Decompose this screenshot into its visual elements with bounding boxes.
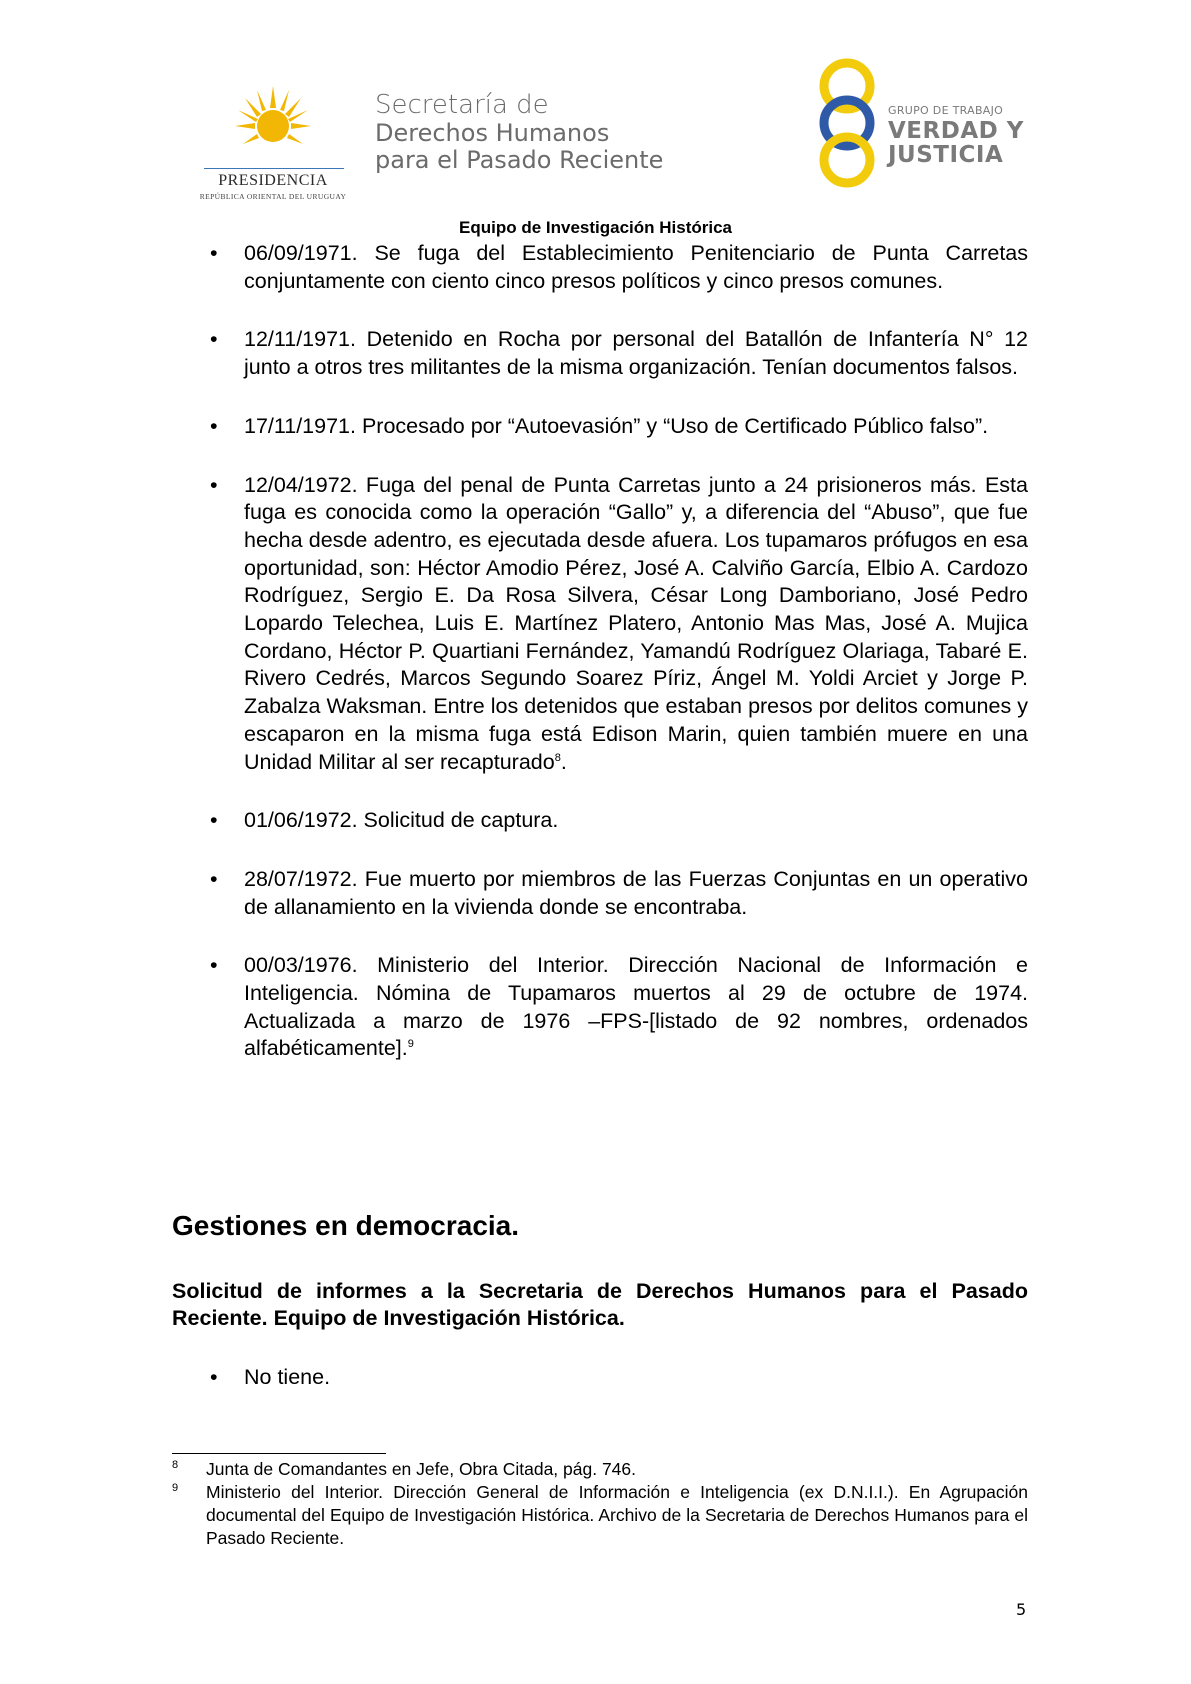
footnote-ref-8[interactable]: 8 bbox=[554, 751, 561, 764]
rings-icon bbox=[812, 58, 882, 188]
bullet-icon: • bbox=[210, 953, 218, 978]
list-item-text: 17/11/1971. Procesado por “Autoevasión” y “Uso de Certificado Público falso”. bbox=[244, 413, 989, 438]
bullet-icon: • bbox=[210, 1365, 218, 1389]
list-item bbox=[172, 472, 1028, 777]
section-list bbox=[172, 1364, 1028, 1423]
footnote-number: 9 bbox=[172, 1482, 179, 1494]
footnote-text: Ministerio del Interior. Dirección General de Información e Inteligencia (ex D.N.I.I.). En Agrupación documental del Equipo de Investigación Histórica. Archivo de la Secretaria de Derechos Humanos para el Pasado Reciente. bbox=[206, 1482, 1028, 1548]
list-item-text: No tiene. bbox=[244, 1365, 331, 1389]
grupo-line-2: VERDAD Y bbox=[888, 118, 1024, 144]
page-header bbox=[0, 50, 1191, 200]
grupo-line-3: JUSTICIA bbox=[888, 142, 1004, 168]
secretaria-line-2: Derechos Humanos bbox=[375, 119, 610, 147]
presidencia-name: PRESIDENCIA bbox=[218, 172, 328, 189]
list-item-text: 01/06/1972. Solicitud de captura. bbox=[244, 808, 559, 833]
list-item-text: 28/07/1972. Fue muerto por miembros de las Fuerzas Conjuntas en un operativo de allanamiento en la vivienda donde se encontraba. bbox=[244, 866, 1028, 919]
presidencia-subtitle: REPÚBLICA ORIENTAL DEL URUGUAY bbox=[199, 192, 347, 201]
footnotes bbox=[172, 1458, 1028, 1550]
list-item bbox=[172, 326, 1028, 381]
bullet-icon: • bbox=[210, 241, 218, 265]
page-number: 5 bbox=[1016, 1600, 1027, 1619]
list-item bbox=[172, 952, 1028, 1063]
presidencia-divider bbox=[204, 168, 344, 169]
bullet-icon: • bbox=[210, 866, 218, 891]
list-item bbox=[172, 240, 1028, 295]
list-item-text: 12/04/1972. Fuga del penal de Punta Carretas junto a 24 prisioneros más. Esta fuga es conocida como la operación “Gallo” y, a diferencia del “Abuso”, que fue hecha desde adentro, es ejecutada desde afuera. Los tupamaros prófugos en esa oportunidad, son: Héctor Amodio Pérez, José A. Calviño García, Elbio A. Cardozo Rodríguez, Sergio E. Da Rosa Silvera, César Long Damboriano, José Pedro Lopardo Telechea, Luis E. Martínez Platero, Antonio Mas Mas, José A. Mujica Cordano, Héctor P. Quartiani Fernández, Yamandú Rodríguez Olariaga, Tabaré E. Rivero Cedrés, Marcos Segundo Soarez Píriz, Ángel M. Yoldi Arciet y Jorge P. Zabalza Waksman. Entre los detenidos que estaban presos por delitos comunes y escaparon en la misma fuga está Edison Marin, quien también muere en una Unidad Militar al ser recapturado bbox=[244, 472, 1028, 774]
footnote-9 bbox=[172, 1481, 1028, 1550]
footnote-number: 8 bbox=[172, 1459, 179, 1471]
list-item bbox=[172, 866, 1028, 921]
list-item bbox=[172, 413, 1028, 441]
grupo-line-1: GRUPO DE TRABAJO bbox=[888, 104, 1004, 117]
timeline-list bbox=[172, 240, 1028, 1094]
team-heading: Equipo de Investigación Histórica bbox=[459, 218, 732, 237]
secretaria-line-1: Secretaría de bbox=[375, 90, 549, 120]
list-item-text: 12/11/1971. Detenido en Rocha por personal del Batallón de Infantería N° 12 junto a otros tres militantes de la misma organización. Tenían documentos falsos. bbox=[244, 327, 1028, 380]
bullet-icon: • bbox=[210, 327, 218, 352]
bullet-icon: • bbox=[210, 472, 218, 497]
grupo-trabajo-logo bbox=[812, 58, 1032, 188]
bullet-icon: • bbox=[210, 808, 218, 833]
list-item bbox=[172, 1364, 1028, 1392]
list-item-text: 06/09/1971. Se fuga del Establecimiento Penitenciario de Punta Carretas conjuntamente con ciento cinco presos políticos y cinco presos comunes. bbox=[244, 241, 1028, 293]
footnote-8 bbox=[172, 1458, 1028, 1481]
list-item-period: . bbox=[560, 749, 567, 774]
secretaria-line-3: para el Pasado Reciente bbox=[375, 146, 664, 174]
footnote-divider bbox=[172, 1453, 386, 1454]
section-title: Gestiones en democracia. bbox=[172, 1210, 520, 1241]
presidencia-logo bbox=[198, 80, 348, 200]
footnote-text: Junta de Comandantes en Jefe, Obra Citada, pág. 746. bbox=[206, 1459, 637, 1479]
list-item-text: 00/03/1976. Ministerio del Interior. Dirección Nacional de Información e Inteligencia. Nómina de Tupamaros muertos al 29 de octubre de 1974. Actualizada a marzo de 1976 –FPS-[listado de 92 nombres, ordenados alfabéticamente]. bbox=[244, 953, 1028, 1061]
bullet-icon: • bbox=[210, 413, 218, 438]
list-item bbox=[172, 807, 1028, 835]
footnote-ref-9[interactable]: 9 bbox=[407, 1038, 414, 1051]
sun-icon bbox=[233, 80, 313, 168]
secretaria-logo-text bbox=[375, 90, 663, 174]
section-subtitle: Solicitud de informes a la Secretaria de Derechos Humanos para el Pasado Reciente. Equipo de Investigación Histórica. bbox=[172, 1279, 1028, 1330]
